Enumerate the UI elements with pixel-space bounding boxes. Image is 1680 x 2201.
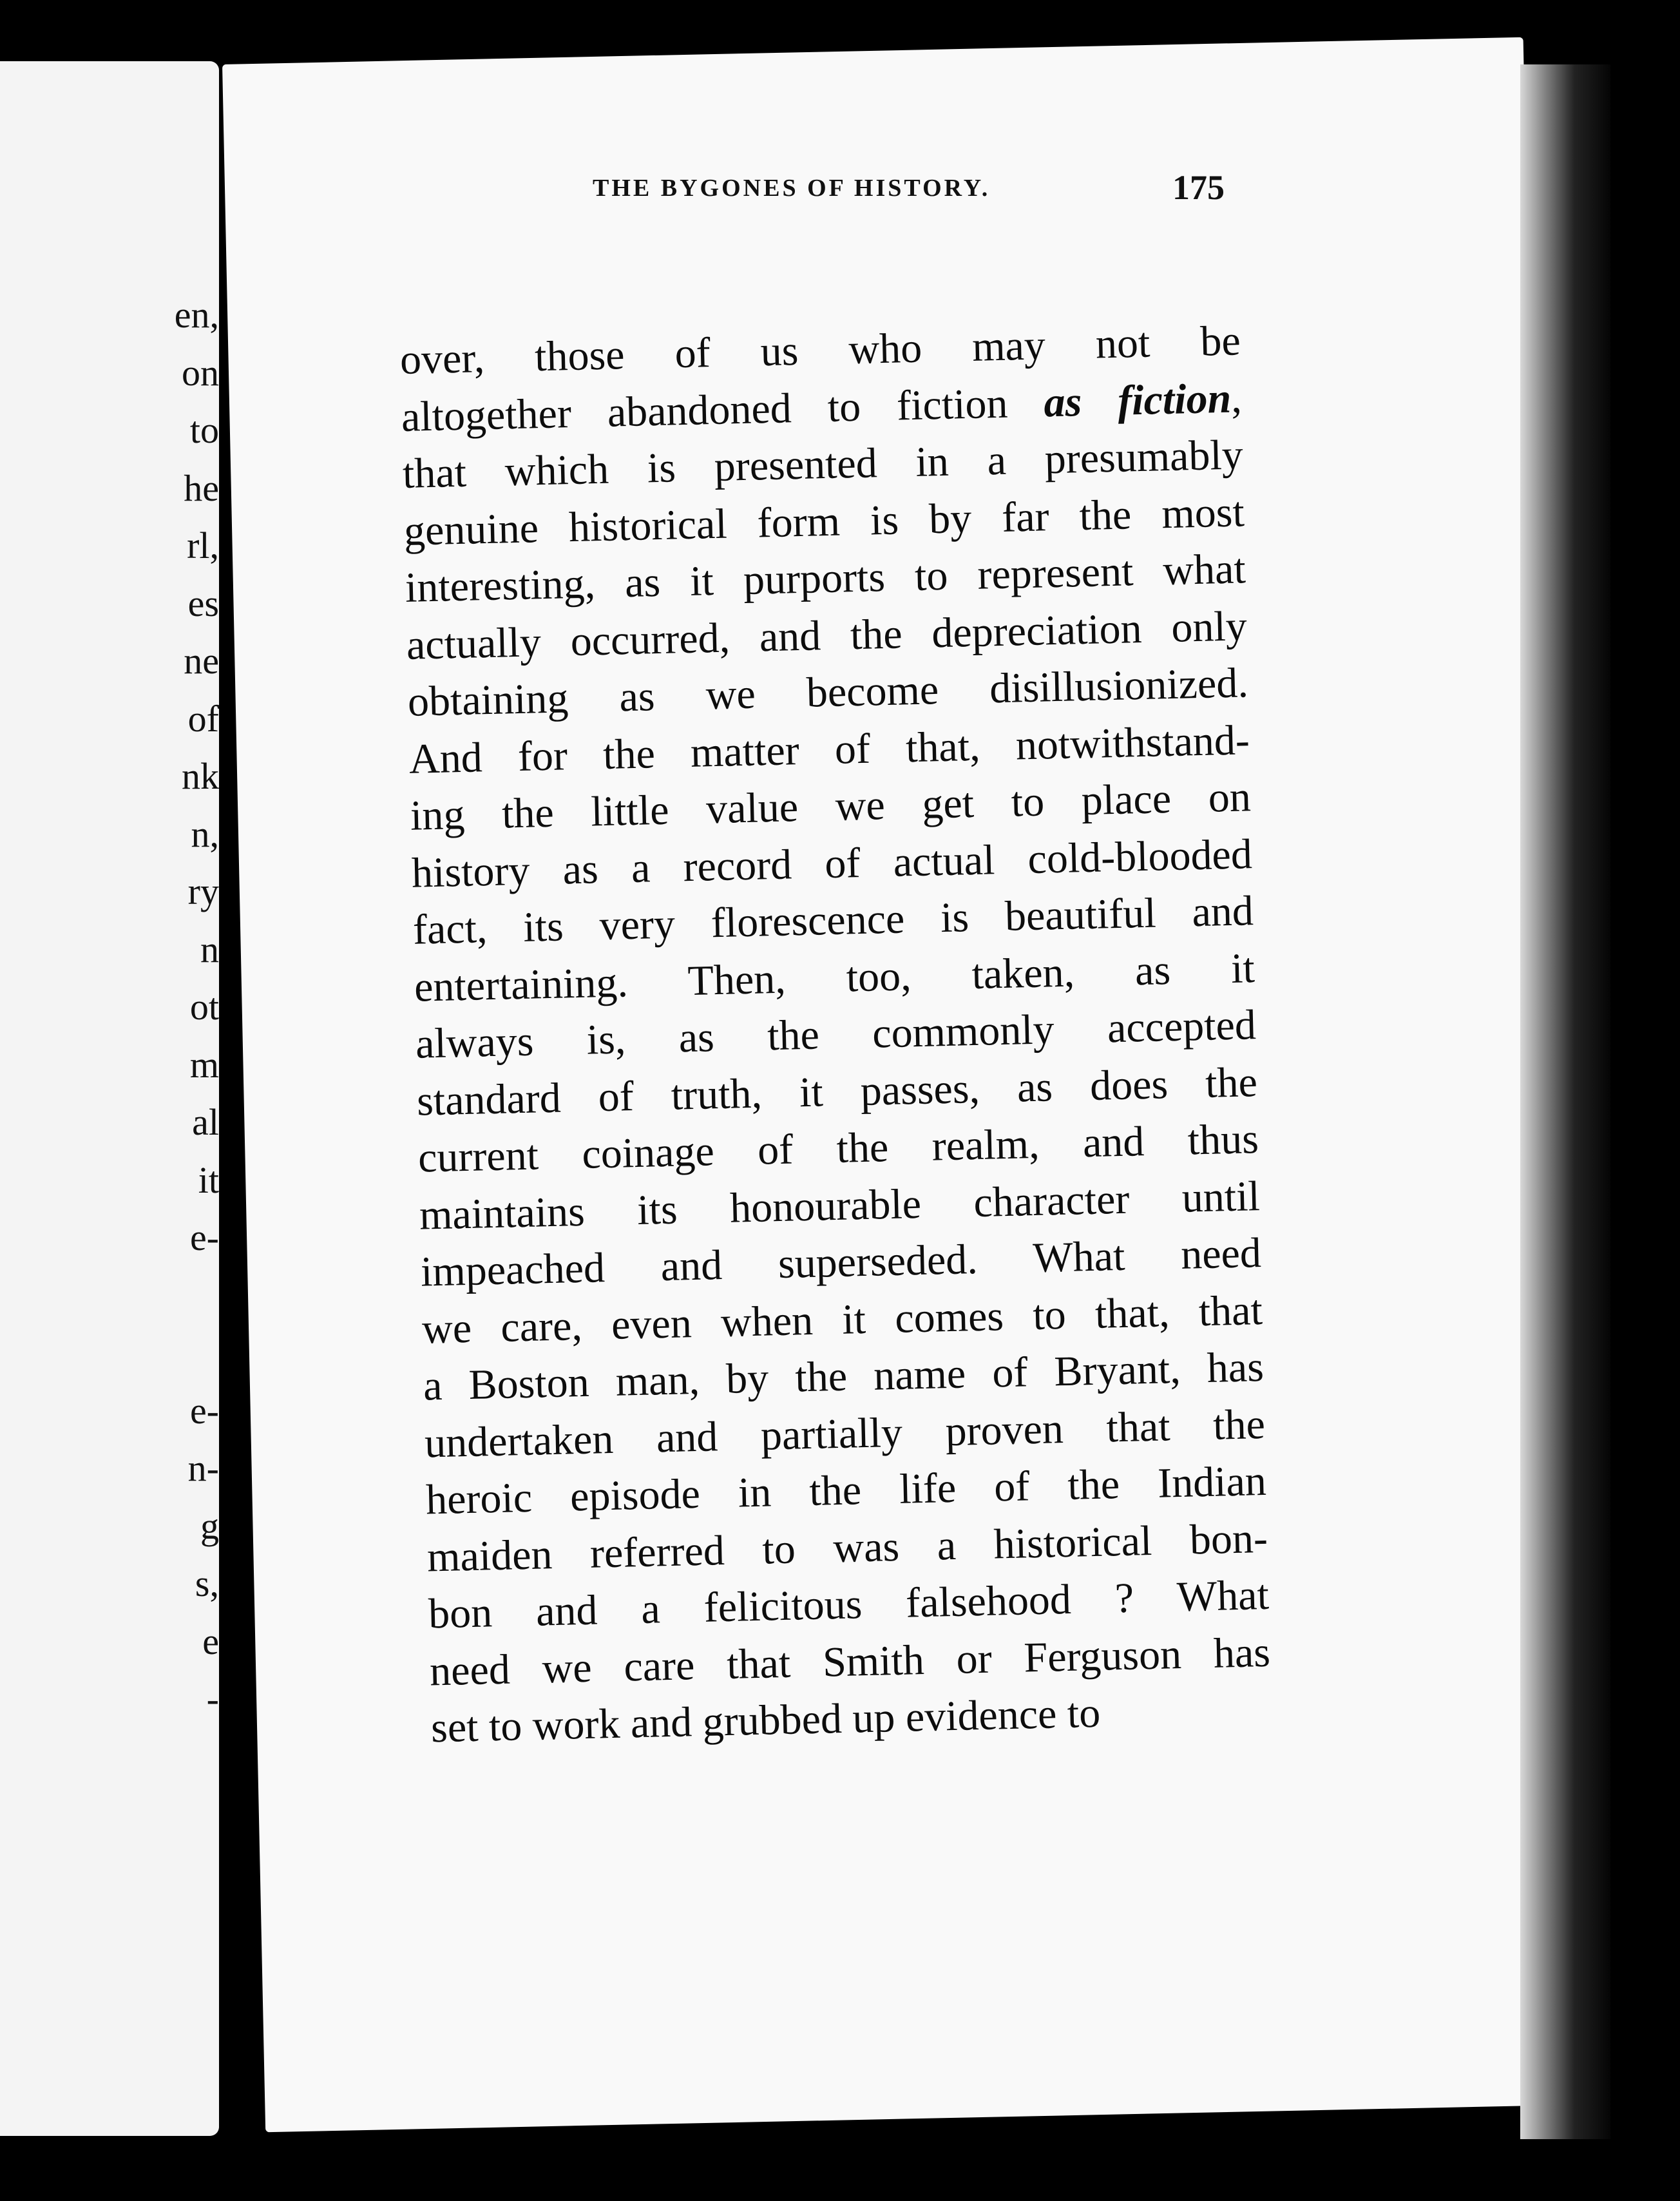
text-line: that which is presented in a presumably (402, 431, 1244, 497)
text-line: always is, as the commonly accepted (415, 1001, 1257, 1068)
running-title: THE BYGONES OF HISTORY. (593, 175, 991, 202)
left-text-fragment: ry (187, 870, 219, 912)
left-text-fragment: e (202, 1620, 219, 1662)
left-text-fragment: - (206, 1678, 219, 1720)
text-line: over, those of us who may not be (399, 317, 1241, 383)
text-line: current coinage of the realm, and thus (417, 1115, 1259, 1182)
text-line: impeached and superseded. What need (420, 1229, 1262, 1296)
text-line: we care, even when it comes to that, that (421, 1286, 1263, 1353)
page-number: 175 (1172, 168, 1225, 207)
left-text-fragment: of (187, 697, 219, 740)
left-text-fragment: ot (189, 986, 219, 1028)
left-text-fragment: ne (184, 640, 219, 682)
text-line: a Boston man, by the name of Bryant, has (423, 1343, 1265, 1410)
left-text-fragment: g (200, 1504, 219, 1547)
text-line: interesting, as it purports to represent what (405, 545, 1246, 611)
text-line: altogether abandoned to fiction as fiction, (401, 374, 1243, 441)
text-line: standard of truth, it passes, as does the (416, 1058, 1258, 1125)
left-text-fragment: n, (191, 812, 219, 855)
text-line: And for the matter of that, notwithstand- (408, 716, 1250, 783)
left-text-fragment: it (198, 1158, 219, 1201)
left-text-fragment: m (189, 1043, 219, 1086)
left-text-fragment: nk (182, 755, 219, 797)
left-text-fragment: s, (195, 1562, 219, 1604)
left-text-fragment: n (200, 928, 219, 970)
left-text-fragment: es (187, 582, 219, 624)
page-edge-shadow (1520, 64, 1610, 2139)
text-line: bon and a felicitous falsehood ? What (428, 1571, 1270, 1638)
left-text-fragment: to (189, 409, 219, 451)
text-line: entertaining. Then, too, taken, as it (414, 944, 1255, 1011)
facing-page-fragment (0, 61, 219, 2136)
text-line: actually occurred, and the depreciation only (406, 602, 1248, 669)
left-text-fragment: e- (189, 1216, 219, 1258)
left-text-fragment: e- (189, 1389, 219, 1432)
left-text-fragment: on (182, 351, 219, 394)
running-header (335, 168, 1237, 226)
text-line: genuine historical form is by far the most (403, 488, 1245, 555)
left-text-fragment: n- (187, 1447, 219, 1489)
text-line: heroic episode in the life of the Indian (425, 1457, 1267, 1524)
text-line: maiden referred to was a historical bon- (426, 1514, 1268, 1581)
text-line: undertaken and partially proven that the (424, 1400, 1266, 1467)
left-text-fragment: al (192, 1101, 219, 1143)
text-line: history as a record of actual cold-blooded (411, 830, 1253, 897)
text-line: fact, its very florescence is beautiful and (412, 887, 1254, 954)
left-text-fragment: en, (174, 294, 219, 336)
text-line: maintains its honourable character until (419, 1172, 1261, 1239)
left-text-fragment: he (184, 466, 219, 509)
italic-phrase: as fiction (1043, 374, 1232, 426)
text-line: set to work and grubbed up evidence to (430, 1689, 1101, 1752)
text-line: obtaining as we become disillusionized. (407, 659, 1249, 726)
text-line: need we care that Smith or Ferguson has (429, 1628, 1271, 1695)
text-line: ing the little value we get to place on (410, 773, 1252, 840)
body-text (399, 312, 1272, 1757)
left-text-fragment: rl, (187, 524, 219, 566)
